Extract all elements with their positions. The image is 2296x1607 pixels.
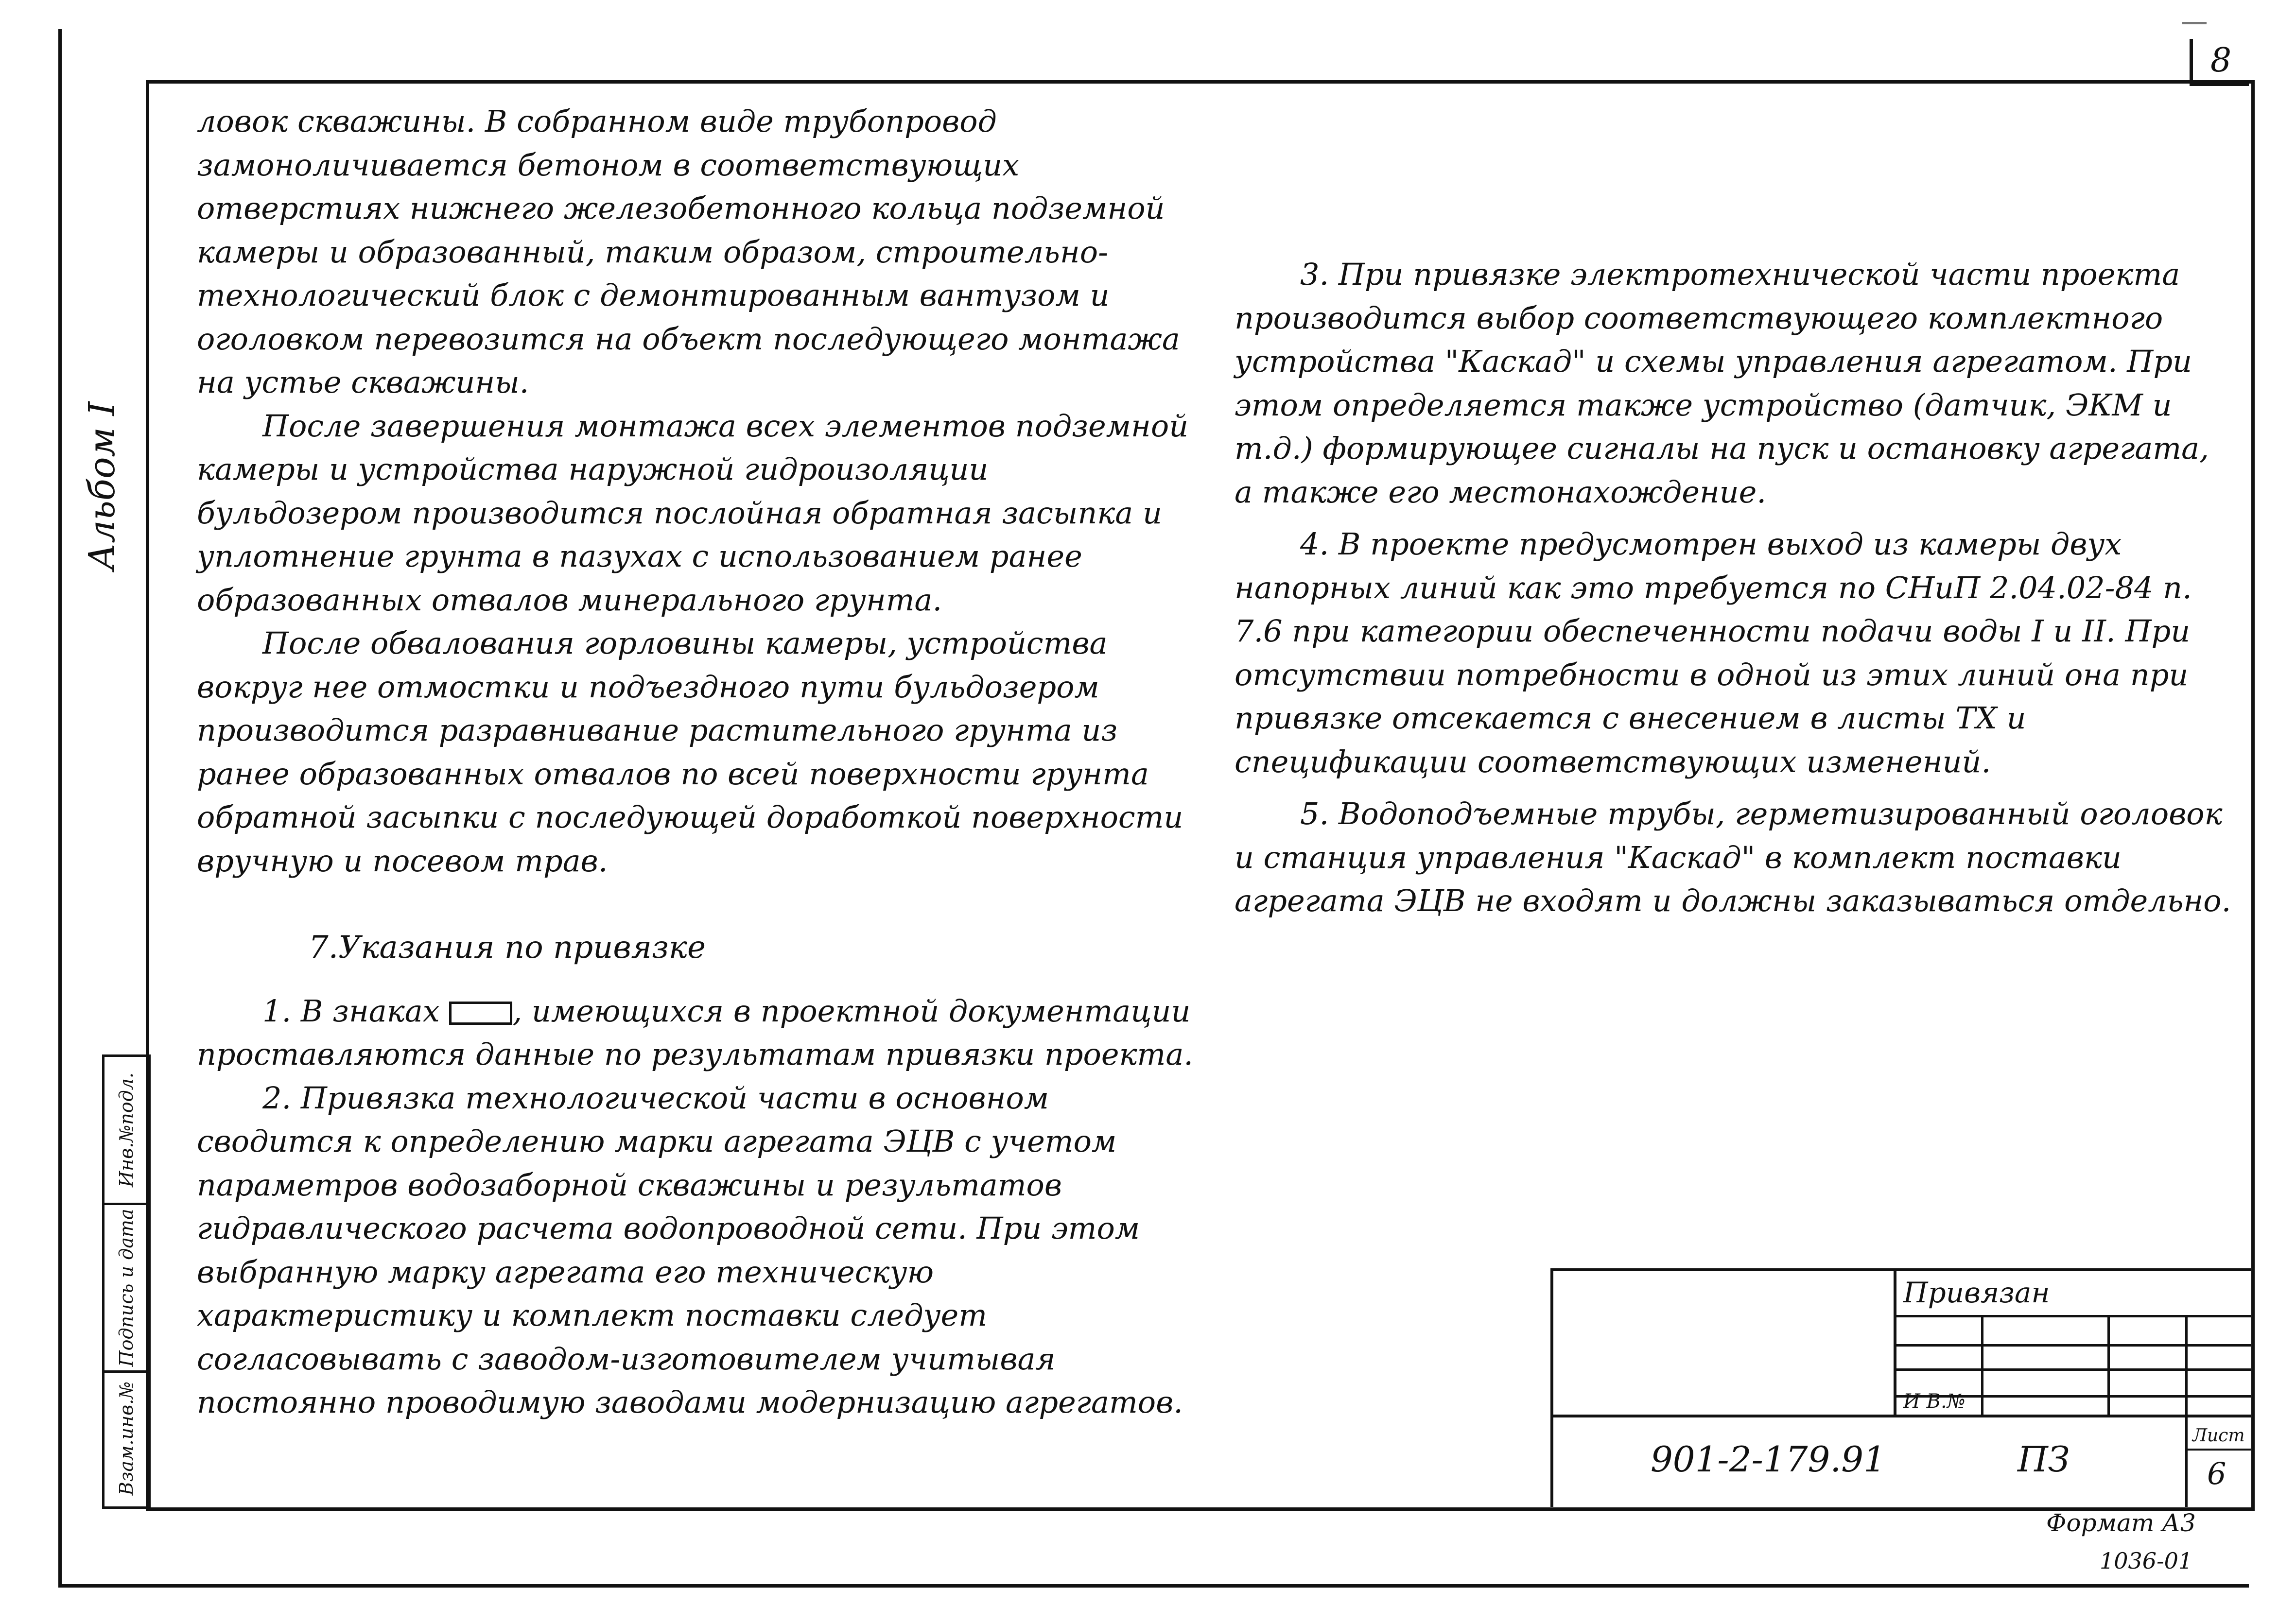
- project-code: 901-2-179.91: [1651, 1439, 1886, 1480]
- tb-hline-1: [1894, 1315, 2251, 1317]
- sheet-number: 8: [2190, 39, 2249, 86]
- stamp-text-signature: Подпись и дата: [116, 1209, 137, 1367]
- section-heading: 7.Указания по привязке: [309, 930, 706, 966]
- stamp-cell-signature: [104, 1205, 148, 1373]
- right-paragraph-3: 5. Водоподъемные трубы, герметизированный оголовок и станция управления "Каскад" в комплект поставки агрегата ЭЦВ не входят и должны заказываться отдельно.: [1235, 796, 2231, 918]
- sheet-label: Лист: [2192, 1426, 2245, 1446]
- fill-in-box-symbol: [449, 1002, 512, 1025]
- left-paragraph-2: После завершения монтажа всех элементов подземной камеры и устройства наружной гидроизоляции бульдозером производится послойная обратная засыпка и уплотнение грунта в пазухах с использованием ранее образованных отвалов минерального грунта.: [197, 408, 1189, 618]
- tb-vline-3: [2107, 1315, 2110, 1415]
- item1-text-after: , имеющихся в проектной документации проставляются данные по результатам привязки проекта.: [197, 993, 1193, 1072]
- right-paragraph-1: 3. При привязке электротехнической части проекта производится выбор соответствующего комплектного устройства "Каскад" и схемы управления агрегатом. При этом определяется также устройство (датчик, ЭКМ и т.д.) формирующее сигналы на пуск и остановку агрегата, а также его местонахождение.: [1235, 257, 2209, 510]
- format-label: Формат А3: [2046, 1509, 2196, 1537]
- tb-hline-sheet: [2185, 1449, 2251, 1451]
- instruction-item-1: [197, 989, 1198, 1076]
- sheet-value: 6: [2207, 1456, 2226, 1491]
- doc-code: ПЗ: [2018, 1439, 2070, 1480]
- left-paragraph-1: ловок скважины. В собранном виде трубопровод замоноличивается бетоном в соответствующих отверстиях нижнего железобетонного кольца подземной камеры и образованный, таким образом, строительно-технологический блок с демонтированным вантузом и оголовком перевозится на объект последующего монтажа на устье скважины.: [197, 104, 1180, 400]
- left-column: [197, 100, 1198, 1424]
- right-column: [1235, 253, 2236, 923]
- inventory-code: 1036-01: [2100, 1548, 2193, 1574]
- privyazan-label: Привязан: [1903, 1276, 2050, 1309]
- stamp-text-replace: Взам.инв.№: [116, 1381, 137, 1496]
- left-paragraph-3: После обвалования горловины камеры, устройства вокруг нее отмостки и подъездного пути бульдозером производится разравнивание растительного грунта из ранее образованных отвалов по всей поверхности грунта обратной засыпки с последующей доработкой поверхности вручную и посевом трав.: [197, 625, 1183, 879]
- item1-text-before: 1. В знаках: [262, 993, 440, 1029]
- title-block: [1550, 1268, 2251, 1507]
- tb-vline-4: [2185, 1315, 2188, 1415]
- tb-vline-2: [1981, 1315, 1983, 1415]
- side-stamp: [102, 1054, 151, 1509]
- right-paragraph-2: 4. В проекте предусмотрен выход из камеры двух напорных линий как это требуется по СНиП 2.04.02-84 п. 7.6 при категории обеспеченности подачи воды I и II. При отсутствии потребности в одной из этих линий она при привязке отсекается с внесением в листы ТХ и спецификации соответствующих изменений.: [1235, 526, 2192, 779]
- stamp-text-inv-no: Инв.№подл.: [116, 1072, 137, 1188]
- stamp-cell-inv-no: [104, 1057, 148, 1205]
- tb-hline-main: [1553, 1415, 2251, 1417]
- corner-mark: [2182, 22, 2207, 24]
- inv-no-label: И В.№: [1903, 1390, 1966, 1413]
- tb-vline-sheet: [2185, 1415, 2188, 1507]
- album-label: Альбом I: [81, 401, 123, 570]
- tb-hline-2: [1894, 1344, 2251, 1347]
- instruction-item-2: 2. Привязка технологической части в основном сводится к определению марки агрегата ЭЦВ с учетом параметров водозаборной скважины и результатов гидравлического расчета водопроводной сети. При этом выбранную марку агрегата его техническую характеристику и комплект поставки следует согласовывать с заводом-изготовителем учитывая постоянно проводимую заводами модернизацию агрегатов.: [197, 1080, 1183, 1420]
- tb-hline-3: [1894, 1368, 2251, 1371]
- stamp-cell-replace: [104, 1373, 148, 1504]
